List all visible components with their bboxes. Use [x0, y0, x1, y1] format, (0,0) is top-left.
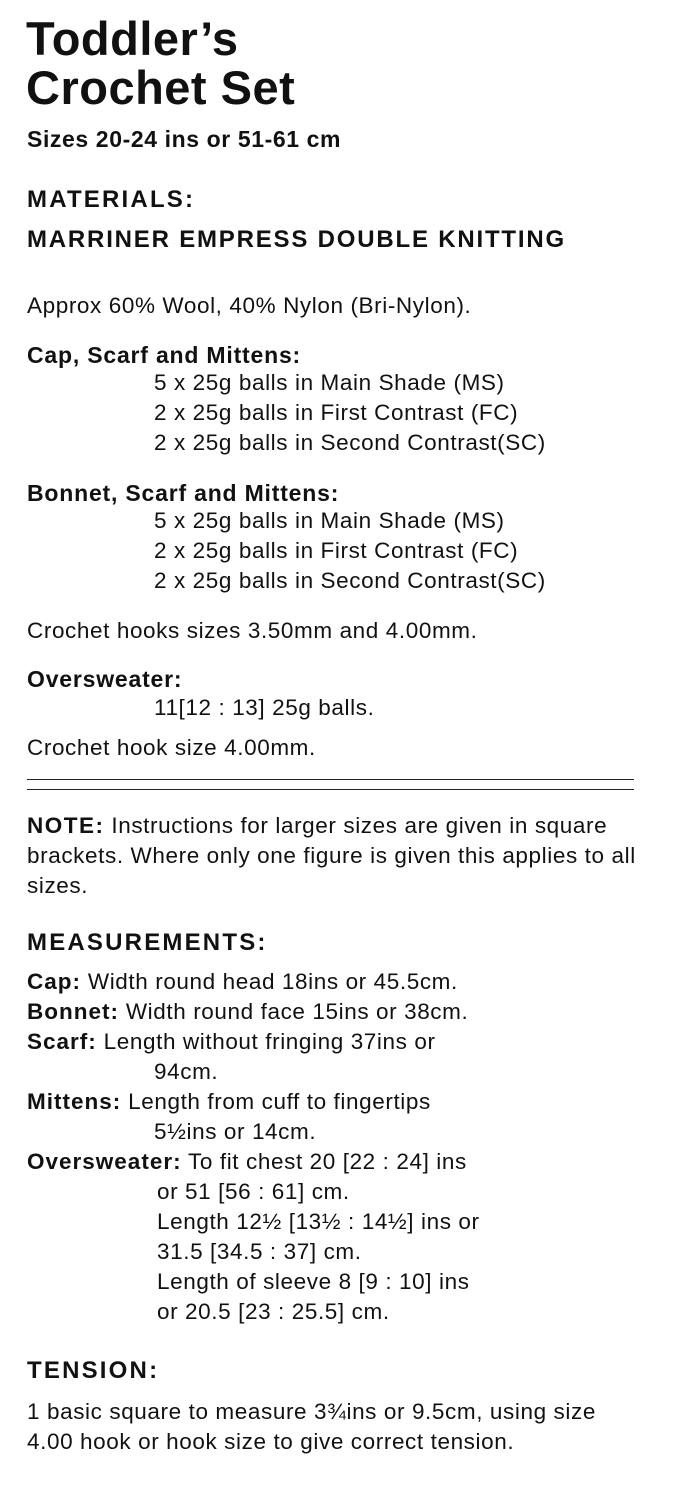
bonnet-measurement [27, 999, 468, 1025]
oversweater-length: Length 12½ [13½ : 14½] ins or [157, 1209, 480, 1234]
oversweater-length-cm: 31.5 [34.5 : 37] cm. [157, 1239, 362, 1264]
set2-item: 2 x 25g balls in First Contrast (FC) [154, 538, 519, 563]
cap-measurement [27, 969, 458, 995]
bonnet-label: Bonnet: [27, 999, 119, 1024]
oversweater-label: Oversweater: [27, 1149, 182, 1174]
page-title [26, 14, 295, 112]
divider-rule [27, 789, 634, 790]
scarf-text-cont: 94cm. [154, 1059, 219, 1084]
tension-heading: TENSION: [27, 1357, 160, 1384]
scarf-label: Scarf: [27, 1029, 97, 1054]
mittens-text: Length from cuff to fingertips [128, 1089, 431, 1114]
title-line-2: Crochet Set [26, 61, 296, 114]
oversweater-measurement [27, 1149, 467, 1175]
oversweater-materials-label: Oversweater: [27, 666, 183, 692]
set2-item: 5 x 25g balls in Main Shade (MS) [154, 508, 505, 533]
set2-item: 2 x 25g balls in Second Contrast(SC) [154, 568, 546, 593]
note-paragraph [27, 811, 657, 901]
oversweater-balls: 11[12 : 13] 25g balls. [154, 695, 375, 720]
bonnet-text: Width round face 15ins or 38cm. [125, 999, 469, 1024]
set1-label: Cap, Scarf and Mittens: [27, 342, 301, 368]
set1-item: 5 x 25g balls in Main Shade (MS) [154, 370, 505, 395]
set1-item: 2 x 25g balls in First Contrast (FC) [154, 400, 519, 425]
yarn-composition: Approx 60% Wool, 40% Nylon (Bri-Nylon). [27, 293, 472, 318]
mittens-label: Mittens: [27, 1089, 122, 1114]
oversweater-text-cont: or 51 [56 : 61] cm. [157, 1179, 350, 1204]
set2-label: Bonnet, Scarf and Mittens: [27, 480, 340, 506]
materials-heading: MATERIALS: [27, 186, 196, 213]
set1-item: 2 x 25g balls in Second Contrast(SC) [154, 430, 546, 455]
cap-label: Cap: [27, 969, 81, 994]
hooks-note: Crochet hooks sizes 3.50mm and 4.00mm. [27, 618, 478, 643]
sleeve-length-cm: or 20.5 [23 : 25.5] cm. [157, 1299, 390, 1324]
divider-rule [27, 779, 634, 780]
cap-text: Width round head 18ins or 45.5cm. [87, 969, 458, 994]
title-line-1: Toddler’s [26, 12, 239, 65]
tension-text: 1 basic square to measure 3¾ins or 9.5cm, using size 4.00 hook or hook size to give correct tension. [27, 1399, 596, 1454]
note-text: Instructions for larger sizes are given in square brackets. Where only one figure is given this applies to all sizes. [27, 813, 636, 898]
sleeve-length: Length of sleeve 8 [9 : 10] ins [157, 1269, 470, 1294]
note-label: NOTE: [27, 813, 105, 838]
mittens-measurement [27, 1089, 431, 1115]
hook-size-note: Crochet hook size 4.00mm. [27, 735, 316, 760]
scarf-measurement [27, 1029, 436, 1055]
measurements-heading: MEASUREMENTS: [27, 929, 268, 956]
yarn-brand: MARRINER EMPRESS DOUBLE KNITTING [27, 226, 566, 253]
scarf-text: Length without fringing 37ins or [103, 1029, 436, 1054]
oversweater-text: To fit chest 20 [22 : 24] ins [188, 1149, 467, 1174]
mittens-text-cont: 5½ins or 14cm. [154, 1119, 317, 1144]
sizes-subtitle: Sizes 20-24 ins or 51-61 cm [27, 126, 342, 152]
